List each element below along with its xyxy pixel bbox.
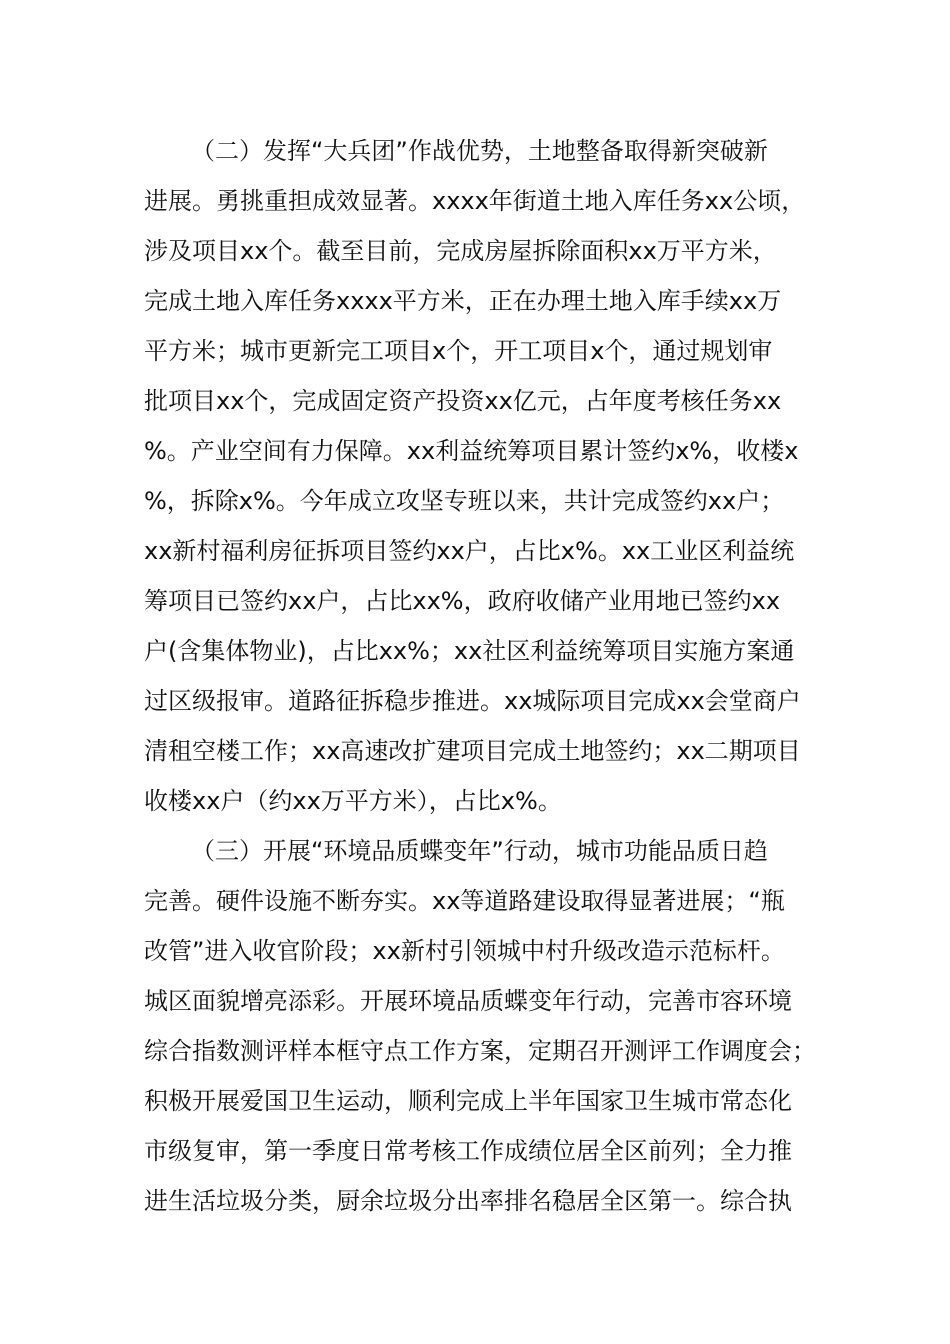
section3-line-5: 综合指数测评样本框守点工作方案，定期召开测评工作调度会； bbox=[144, 1037, 816, 1065]
section2-line-2: 进展。勇挑重担成效显著。xxxx年街道土地入库任务xx公顷， bbox=[144, 187, 806, 215]
section2-line-9: xx新村福利房征拆项目签约xx户，占比x%。xx工业区利益统 bbox=[144, 537, 795, 565]
section3-line-4: 城区面貌增亮添彩。开展环境品质蝶变年行动，完善市容环境 bbox=[144, 987, 792, 1015]
section3-line-1: （三）开展“环境品质蝶变年”行动，城市功能品质日趋 bbox=[191, 837, 768, 865]
section2-line-12: 过区级报审。道路征拆稳步推进。xx城际项目完成xx会堂商户 bbox=[144, 687, 801, 715]
section2-line-13: 清租空楼工作；xx高速改扩建项目完成土地签约；xx二期项目 bbox=[144, 737, 801, 765]
section3-line-2: 完善。硬件设施不断夯实。xx等道路建设取得显著进展；“瓶 bbox=[144, 887, 785, 915]
section3-line-3: 改管”进入收官阶段；xx新村引领城中村升级改造示范标杆。 bbox=[144, 937, 785, 965]
section2-line-4: 完成土地入库任务xxxx平方米，正在办理土地入库手续xx万 bbox=[144, 287, 782, 315]
section3-line-6: 积极开展爱国卫生运动，顺利完成上半年国家卫生城市常态化 bbox=[144, 1087, 792, 1115]
section2-line-7: %。产业空间有力保障。xx利益统筹项目累计签约x%，收楼x bbox=[144, 437, 799, 465]
section2-line-8: %，拆除x%。今年成立攻坚专班以来，共计完成签约xx户； bbox=[144, 487, 785, 515]
section2-line-5: 平方米；城市更新完工项目x个，开工项目x个，通过规划审 bbox=[144, 337, 773, 365]
section2-line-1: （二）发挥“大兵团”作战优势，土地整备取得新突破新 bbox=[191, 137, 768, 165]
section2-line-14: 收楼xx户（约xx万平方米），占比x%。 bbox=[144, 787, 562, 815]
document-body bbox=[0, 126, 950, 1226]
section2-line-6: 批项目xx个，完成固定资产投资xx亿元，占年度考核任务xx bbox=[144, 387, 782, 415]
section2-line-11: 户(含集体物业)，占比xx%；xx社区利益统筹项目实施方案通 bbox=[144, 637, 795, 665]
section3-line-8: 进生活垃圾分类，厨余垃圾分出率排名稳居全区第一。综合执 bbox=[144, 1187, 792, 1215]
section2-line-10: 筹项目已签约xx户，占比xx%，政府收储产业用地已签约xx bbox=[144, 587, 781, 615]
section2-line-3: 涉及项目xx个。截至目前，完成房屋拆除面积xx万平方米， bbox=[144, 237, 777, 265]
section3-line-7: 市级复审，第一季度日常考核工作成绩位居全区前列；全力推 bbox=[144, 1137, 792, 1165]
